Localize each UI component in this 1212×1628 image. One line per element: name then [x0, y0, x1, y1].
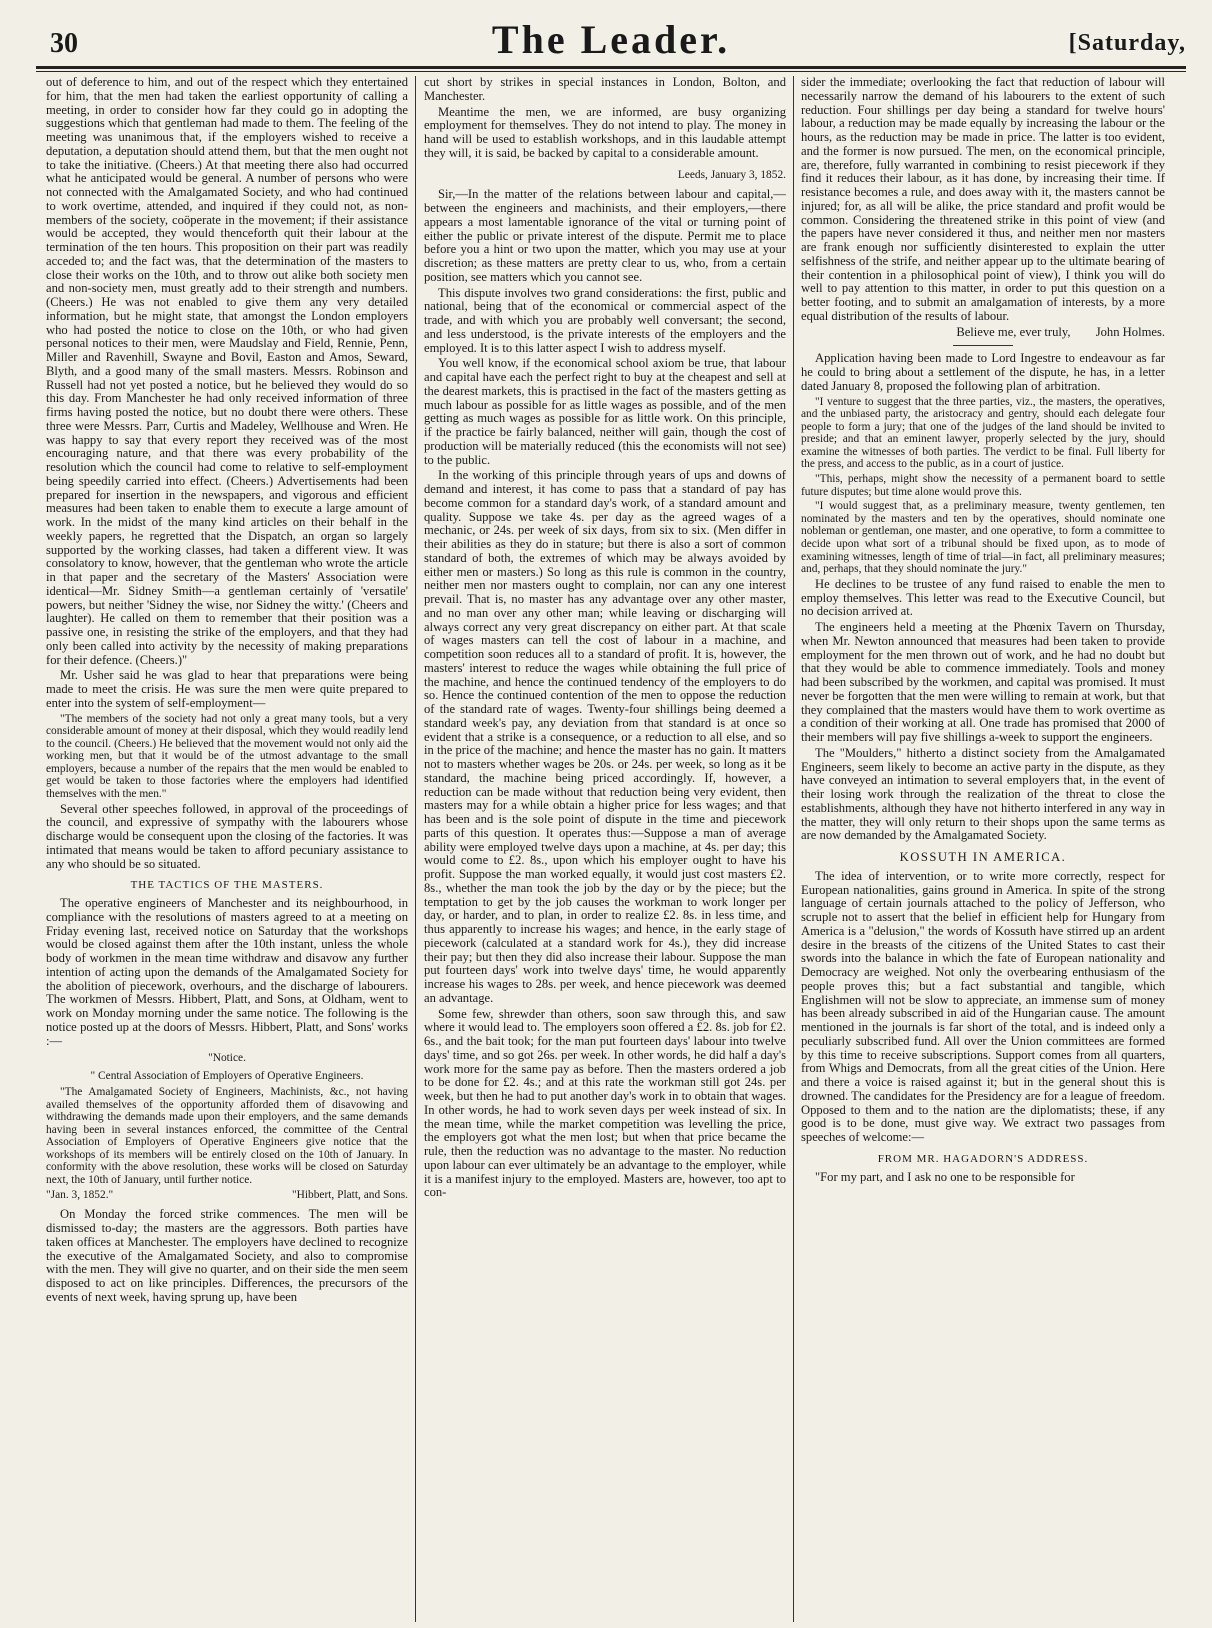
sub-heading: FROM MR. HAGADORN'S ADDRESS. — [877, 1152, 1089, 1165]
paragraph: Some few, shrewder than others, soon saw through this, and saw where it would lead to. The employers soon offered a £2. 8s. job for £2. 6s., and the bait took; for the man put fourteen days' labour into twelve days' time, and so got 26s. per week. In other words, he did half a day's work more for the same pay as before. Then the masters ordered a job to be done for £2. 4s.; and at this rate the workman still got 24s. per week, but then he had to put another day's work in to obtain that wages. In other words, he had to work seven days per week instead of six. In the mean time, while the market competition was levelling the price, the employers got what the men lost; but when that price became the rule, then the reduction was no advantage to the master. No reduction upon labour can ever ultimately be an advantage to the employer, while it is a manifest injury to the employed. Masters are, however, too apt to con- — [424, 1006, 786, 1200]
paragraph: The operative engineers of Manchester and its neighbourhood, in compliance with the resolutions of masters agreed to at a meeting on Friday evening last, received notice on Saturday that the workshops would be closed against them after the 10th instant, unless the whole body of workmen in the mean time withdraw and disavow any further intention of acting upon the demands of the Amalgamated Society for the abolition of piecework, overhours, and the discharge of labourers. The workmen of Messrs. Hibbert, Platt, and Sons, at Oldham, went to work on Monday morning under the same notice. The following is the notice posted up at the doors of Messrs. Hibbert, Platt, and Sons' works :— — [46, 896, 408, 1048]
paragraph: The idea of intervention, or to write more correctly, respect for European nationalities, gains ground in America. In spite of the strong language of certain journals attached to the policy of Jefferson, who scruple not to assert that the belief in efficient help for Hungary from America is a "delusion," the words of Kossuth have stirred up an ardent desire in the breasts of the citizens of the United States to cast their swords into the balance in which the fate of European nationality and Democracy are weighed. Not only the overbearing enthusiasm of the people proves this; but a fact substantial and tangible, which Englishmen will not be slow to appreciate, an immense sum of money has been already subscribed in aid of the Hungarian cause. The amount mentioned in the journals is far short of the total, and is indeed only a peculiarly subscribed fund. All over the Union committees are formed by this time to receive subscriptions. Support comes from all quarters, from Whigs and Democrats, from all the great cities of the Union. Here and there a voice is raised against it; but in the general shout this is drowned. The candidates for the Presidency are for a league of freedom. Opposed to them and to the nation are the diplomatists; these, if any good is to be done, must give way. We extract two passages from speeches of welcome:— — [801, 868, 1165, 1145]
paragraph: On Monday the forced strike commences. The men will be dismissed to-day; the masters are the aggressors. Both parties have taken offices at Manchester. The employers have declined to recognize the executive of the Amalgamated Society, and also to compromise with the men. They will give no quarter, and on their side the men seem disposed to act on like principles. Differences, the precursors of the events of next week, having sprung up, have been — [46, 1207, 408, 1304]
quoted-paragraph: "I venture to suggest that the three parties, viz., the masters, the operatives, and the unbiased party, the aristocracy and gentry, should each delegate four people to form a jury; that one of the judges of the land should be invited to preside; and that an eminent lawyer, properly selected by the jury, should examine the witnesses of both parties. The verdict to be final. Full liberty for the press, and access to the public, as in a court of justice. — [801, 395, 1165, 471]
notice-footer — [46, 1189, 408, 1203]
paragraph: Mr. Usher said he was glad to hear that preparations were being made to meet the crisis. He was sure the men were quite prepared to enter into the system of self-employment— — [46, 668, 408, 710]
letter-signature — [801, 326, 1165, 340]
quoted-paragraph: "This, perhaps, might show the necessity of a permanent board to settle future disputes; but time alone would prove this. — [801, 473, 1165, 498]
paragraph: "For my part, and I ask no one to be responsible for — [815, 1169, 1075, 1184]
issue-day: [Saturday, — [1068, 30, 1186, 56]
column-divider — [415, 76, 416, 1622]
notice-signature: "Hibbert, Platt, and Sons. — [291, 1188, 408, 1201]
paragraph: He declines to be trustee of any fund raised to enable the men to employ themselves. This letter was read to the Executive Council, but no decision arrived at. — [801, 576, 1165, 619]
paragraph: This dispute involves two grand considerations: the first, public and national, being that of the economical or commercial aspect of the trade, and with which you are probably well conversant; the second, and less understood, is the private interests of the employers and the employed. It is to this latter aspect I wish to address myself. — [424, 285, 786, 355]
column-1 — [46, 76, 408, 1622]
paragraph: You well know, if the economical school axiom be true, that labour and capital have each the perfect right to buy at the cheapest and sell at the dearest markets, this is practised in the fact of the masters getting as much labour as possible for as little wages as possible, and of the men getting as much wages as possible for as little work. On this principle, if the practice be fairly balanced, neither will gain, though the cost of production will be materially reduced (this the economists will not see) to the public. — [424, 356, 786, 467]
notice-title: "Notice. — [208, 1052, 246, 1065]
paragraph: The engineers held a meeting at the Phœnix Tavern on Thursday, when Mr. Newton announced that measures had been taken to provide employment for the men thrown out of work, and he had no doubt but that they would be able to commence immediately. Tools and money had been subscribed by the workmen, and capital was promised. It must never be forgotten that the men were willing to remain at work, but that they complained that the masters would have them to work overtime as a condition of their working at all. One trade has promised that 2000 of their members will pay five shillings a-week to support the engineers. — [801, 620, 1165, 745]
notice-body: "The Amalgamated Society of Engineers, Machinists, &c., not having availed themselves of the opportunity afforded them of disavowing and withdrawing the demands made upon their employers, and the same demands having been in several instances enforced, the committee of the Central Association of Employers of Operative Engineers give notice that the workshops of its members will be entirely closed on the 10th of January. In conformity with the above resolution, these works will be closed on Saturday next, the 10th of January, until further notice. — [46, 1085, 408, 1187]
column-divider — [793, 76, 794, 1622]
masthead — [36, 6, 1186, 64]
paragraph: The "Moulders," hitherto a distinct society from the Amalgamated Engineers, seem likely to become an active party in the dispute, as they have conveyed an intimation to several employers that, in the event of their losing work through the realization of the threat to close the establishments, although they have not hitherto interfered in any way in the matter, they will only return to their shops upon the same terms as are now demanded by the Amalgamated Society. — [801, 745, 1165, 843]
letter-dateline: Leeds, January 3, 1852. — [677, 168, 786, 181]
paragraph: Sir,—In the matter of the relations between labour and capital,—between the engineers and machinists, and their employers,—there appears a most lamentable ignorance of the vital or turning point of either the public or private interest of the dispute. Permit me to place before you a hint or two upon the matter, which you may use at your discretion; as these matters are pretty clear to us, who, from a certain position, see matters which you cannot see. — [424, 187, 786, 284]
paragraph: sider the immediate; overlooking the fact that reduction of labour will necessarily narrow the demand of his labourers to the extent of such reduction. Four shillings per day being a standard for twelve hours' labour, a reduction may be made equally by increasing the labour or the hours, as the reduction may be made in price. The latter is too evident, and the former is now pursued. The men, on the economical principle, are, therefore, fully warranted in combining to resist piecework if they find it reduces their labour, as it has done, by increasing their time. If resistance becomes a rule, and does away with it, the masters cannot be injured; for, as all will be alike, the price standard and profit would be common. Considering the threatened strike in this point of view (and the papers have never considered it thus, and neither men nor masters are frank enough nor sufficiently disinterested to explain the utter selfishness of the strife, and neither appear up to the ultimate bearing of their contention in a philosophical point of view), I think you will do well to pay attention to this matter, in order to put this question on a better footing, and to submit an amalgamation of interests, by a more equal distribution of the results of labour. — [801, 76, 1165, 323]
signature-name: John Holmes. — [1095, 324, 1165, 339]
paragraph: Meantime the men, we are informed, are busy organizing employment for themselves. They do not intend to play. The money in hand will be used to establish workshops, and in this laudable attempt they will, it is said, be backed by capital to a considerable amount. — [424, 104, 786, 160]
section-heading: KOSSUTH IN AMERICA. — [899, 850, 1067, 865]
paragraph: out of deference to him, and out of the respect which they entertained for him, that the men had taken the earliest opportunity of calling a meeting, in order to consider how far they could go in adopting the suggestions which that gentleman had made to them. The feeling of the meeting was unanimous that, if the employers wished to receive a deputation, a deputation should attend them, but that the men ought not to take the initiative. (Cheers.) At that meeting there also had occurred what he anticipated would be general. A number of persons who were not connected with the Amalgamated Society, and who had continued to work overtime, attended, and inquired if they could not, as non-members of the society, coöperate in the movement; if their assistance would be accepted, they would thenceforth quit their labour at the termination of the ten hours. This proposition on their part was readily acceded to; and the fact was, that the determination of the masters to close their works on the 10th, and to throw out alike both society men and non-society men, must greatly add to their strength and numbers. (Cheers.) He was not enabled to give them any very detailed information, but he might state, that amongst the London employers who had posted the notice to close on the 10th, or who had given personal notices to their men, were Maudslay and Field, Rennie, Penn, Miller and Ravenhill, Swayne and Bovil, Easton and Amos, Seward, Blyth, and a good many of the small masters. Messrs. Robinson and Russell had not yet posted a notice, but he believed they would do so this day. From Manchester he had only received information of three firms having posted the notice, but no doubt there were others. These three were Messrs. Parr, Curtis and Madeley, Wellhouse and Wren. He was happy to say that every report they received was of the most encouraging nature, and that there was every probability of the resolution which the council had come to relative to self-employment being speedily carried into effect. (Cheers.) Advertisements had been prepared for insertion in the newspapers, and vigorous and efficient measures had been taken to enable them to execute a large amount of work. In the midst of the many kind articles on their behalf in the weekly papers, he regretted that the Dispatch, an organ so largely supported by the working classes, had taken a different view. It was consolatory to know, however, that the gentleman who wrote the article in that paper and the secretary of the Masters' Association were identical—Mr. Sidney Smith—a gentleman certainly of 'versatile' powers, but neither 'Sidney the wise, nor Sidney the witty.' (Cheers and laughter). He called on them to remember that their position was a passive one, in resisting the strike of the employers, and that they had only been called into activity by the necessity of making preparations for their defence. (Cheers.)" — [46, 76, 408, 667]
page-number: 30 — [50, 28, 78, 59]
signature-closing: Believe me, ever truly, — [956, 324, 1071, 339]
notice-date: "Jan. 3, 1852." — [46, 1188, 114, 1201]
section-heading: THE TACTICS OF THE MASTERS. — [130, 879, 324, 892]
paragraph: Application having been made to Lord Ingestre to endeavour as far he could to bring about a settlement of the dispute, he has, in a letter dated January 8, proposed the following plan of arbitration. — [801, 351, 1165, 393]
quoted-paragraph: "The members of the society had not only a great many tools, but a very considerable amount of money at their disposal, which they would readily lend to the council. (Cheers.) He believed that the movement would not only aid the working men, but that it would be of the utmost advantage to the small employers, because a number of the repairs that the men would be enabled to get would be taken to those factories where the employers had identified themselves with the men." — [46, 712, 408, 801]
column-3 — [801, 76, 1165, 1622]
masthead-rule — [36, 66, 1186, 69]
paragraph: cut short by strikes in special instances in London, Bolton, and Manchester. — [424, 76, 786, 103]
notice-subtitle: " Central Association of Employers of Operative Engineers. — [90, 1070, 364, 1083]
quoted-paragraph: "I would suggest that, as a preliminary measure, twenty gentlemen, ten nominated by the masters and ten by the operatives, should nominate one nobleman or gentleman, one master, and one operative, to form a committee to decide upon what sort of a tribunal should be fixed upon, as to mode of examining witnesses, length of time of trial—in fact, all preliminary measures; and, perhaps, that they should nominate the jury." — [801, 500, 1165, 576]
paragraph: Several other speeches followed, in approval of the proceedings of the council, and expressive of sympathy with the labourers whose discharge would be consequent upon the closing of the factories. It was intimated that means would be taken to afford pecuniary assistance to any who should be so situated. — [46, 801, 408, 871]
newspaper-title: The Leader. — [491, 17, 731, 62]
paragraph: In the working of this principle through years of ups and downs of demand and interest, it has come to pass that a standard of pay has become common for a standard day's work, of a standard amount and quality. Suppose we take 4s. per day as the agreed wages of a mechanic, or 24s. per week of six days, from six to six. (Men differ in their abilities as they do in stature; but there is also a sort of common standard of both, the extremes of which may be always avoided by either men or masters.) So long as this rule is common in the country, neither men nor masters ought to complain, nor can any one interest prevail. That is, no master has any advantage over any other master, and no man over any other man; while leaving or discharging will always correct any very great discrepancy on either part. At that scale of wages masters can tell the cost of labour in a machine, and competition soon reduces all to a standard of profit. It is, however, the masters' interest to reduce the wages while obtaining the full price of the machine, and hence the continued tendency of the employers to do so. Hence the continued contention of the men to oppose the reduction of the standard rate of wages. Twenty-four shillings being deemed a standard week's pay, any deviation from that standard is at once so evident that a strike is a consequence, or a reduction to all else, and so in the price of the machine; and hence the master has no gain. It matters not to masters whether wages be 20s. or 24s. per week, so long as it be standard, the machine being priced accordingly. If, however, a reduction can be made without that reduction being very evident, then masters may for a while obtain a higher price for less wages; and that has been and is the sole point of dispute in the time and piecework parts of this question. It operates thus:—Suppose a man of average ability were employed twelve days upon a machine, at 4s. per day; this would come to £2. 8s., upon which his employer ought to have his profit. Suppose the man worked equally, it would just cost masters £2. 8s., whether the man took the job by the day or by the piece; but the temptation to get by the job causes the workman to work longer per day, or harder, and to plan, in order to realize £2. 8s. in less time, and thus apparently to increase his wages; and hence, in the early stage of piecework (calculated at a standard work for 4s.), they did increase their pay; but then they did also increase their labour. Suppose the man put fourteen days' work into twelve days' time, he would apparently increase his wages to 28s. per week, and hence piecework was deemed an advantage. — [424, 468, 786, 1005]
masthead-rule-thin — [36, 71, 1186, 72]
column-2 — [424, 76, 786, 1622]
divider — [953, 345, 1013, 346]
